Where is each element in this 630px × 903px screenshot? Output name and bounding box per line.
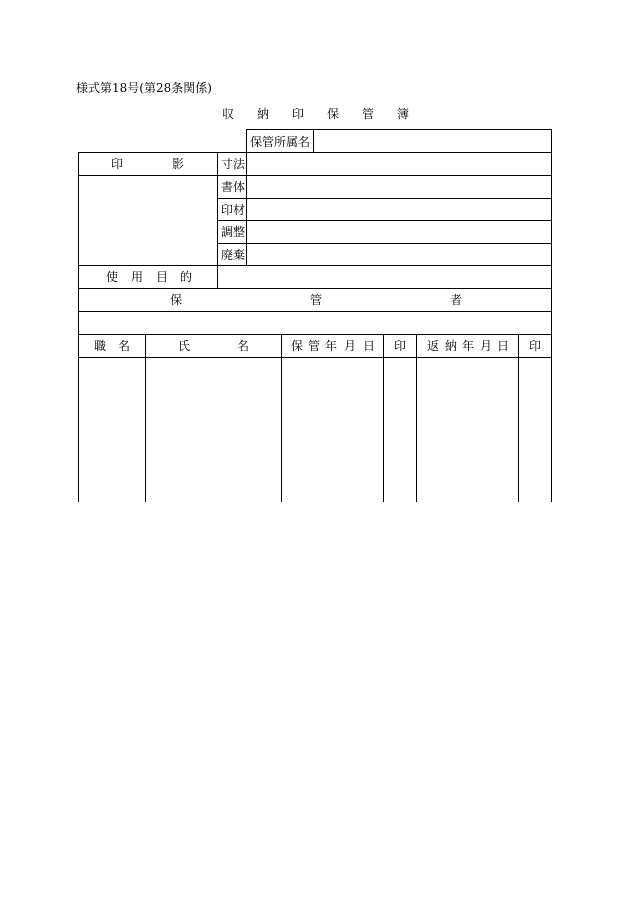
attr-value-material[interactable] bbox=[252, 203, 548, 217]
attr-value-size[interactable] bbox=[252, 157, 548, 171]
title-char: 印 bbox=[292, 107, 305, 121]
row-divider bbox=[218, 220, 552, 221]
header-char: 月 bbox=[480, 339, 493, 353]
header-char: 名 bbox=[237, 339, 250, 353]
header-char: 印 bbox=[529, 339, 542, 353]
table-cell-custody-date[interactable] bbox=[282, 358, 382, 502]
custodian-blank-row[interactable] bbox=[79, 312, 551, 333]
col-divider bbox=[246, 152, 247, 265]
dept-label: 保管所属名 bbox=[250, 135, 311, 149]
table-cell-name[interactable] bbox=[146, 358, 280, 502]
header-char: 日 bbox=[363, 339, 376, 353]
form-number: 様式第18号(第28条関係) bbox=[76, 81, 212, 95]
attr-value-typeface[interactable] bbox=[252, 180, 548, 194]
table-cell-job-title[interactable] bbox=[79, 358, 144, 502]
col-divider bbox=[217, 152, 218, 288]
attr-label-typeface: 書体 bbox=[221, 180, 246, 194]
row-divider bbox=[218, 175, 552, 176]
header-char: 月 bbox=[344, 339, 357, 353]
document-title bbox=[0, 105, 630, 121]
header-char: 保 bbox=[291, 339, 304, 353]
table-cell-seal-1[interactable] bbox=[384, 358, 415, 502]
row-divider bbox=[218, 243, 552, 244]
header-char: 日 bbox=[497, 339, 510, 353]
header-char: 名 bbox=[118, 339, 131, 353]
title-char: 簿 bbox=[397, 107, 410, 121]
row-divider bbox=[78, 334, 552, 335]
label-char: 印 bbox=[111, 157, 124, 171]
header-char: 者 bbox=[450, 293, 463, 307]
title-char: 保 bbox=[327, 107, 340, 121]
title-char: 納 bbox=[257, 107, 270, 121]
header-char: 納 bbox=[445, 339, 458, 353]
header-char: 管 bbox=[310, 293, 323, 307]
label-char: 的 bbox=[180, 270, 193, 284]
label-char: 使 bbox=[106, 270, 119, 284]
attr-value-adjustment[interactable] bbox=[252, 225, 548, 239]
title-char: 収 bbox=[222, 107, 235, 121]
title-char: 管 bbox=[362, 107, 375, 121]
header-char: 職 bbox=[94, 339, 107, 353]
row-divider bbox=[78, 288, 552, 289]
attr-label-size: 寸法 bbox=[221, 157, 246, 171]
header-char: 年 bbox=[462, 339, 475, 353]
dept-value-cell[interactable] bbox=[313, 129, 552, 153]
attr-label-disposal: 廃棄 bbox=[221, 248, 246, 262]
table-cell-return-date[interactable] bbox=[417, 358, 517, 502]
header-char: 年 bbox=[325, 339, 338, 353]
table-cell-seal-2[interactable] bbox=[519, 358, 551, 502]
attr-value-disposal[interactable] bbox=[252, 248, 548, 262]
header-char: 返 bbox=[427, 339, 440, 353]
seal-impression-area[interactable] bbox=[79, 176, 216, 264]
row-divider bbox=[218, 198, 552, 199]
label-char: 目 bbox=[156, 270, 169, 284]
label-char: 用 bbox=[131, 270, 144, 284]
header-char: 保 bbox=[170, 293, 183, 307]
label-char: 影 bbox=[172, 157, 185, 171]
attr-label-adjustment: 調整 bbox=[221, 225, 246, 239]
header-char: 印 bbox=[394, 339, 407, 353]
row-divider bbox=[78, 265, 552, 266]
header-char: 管 bbox=[308, 339, 321, 353]
header-char: 氏 bbox=[178, 339, 191, 353]
purpose-value[interactable] bbox=[224, 270, 548, 284]
attr-label-material: 印材 bbox=[221, 203, 246, 217]
